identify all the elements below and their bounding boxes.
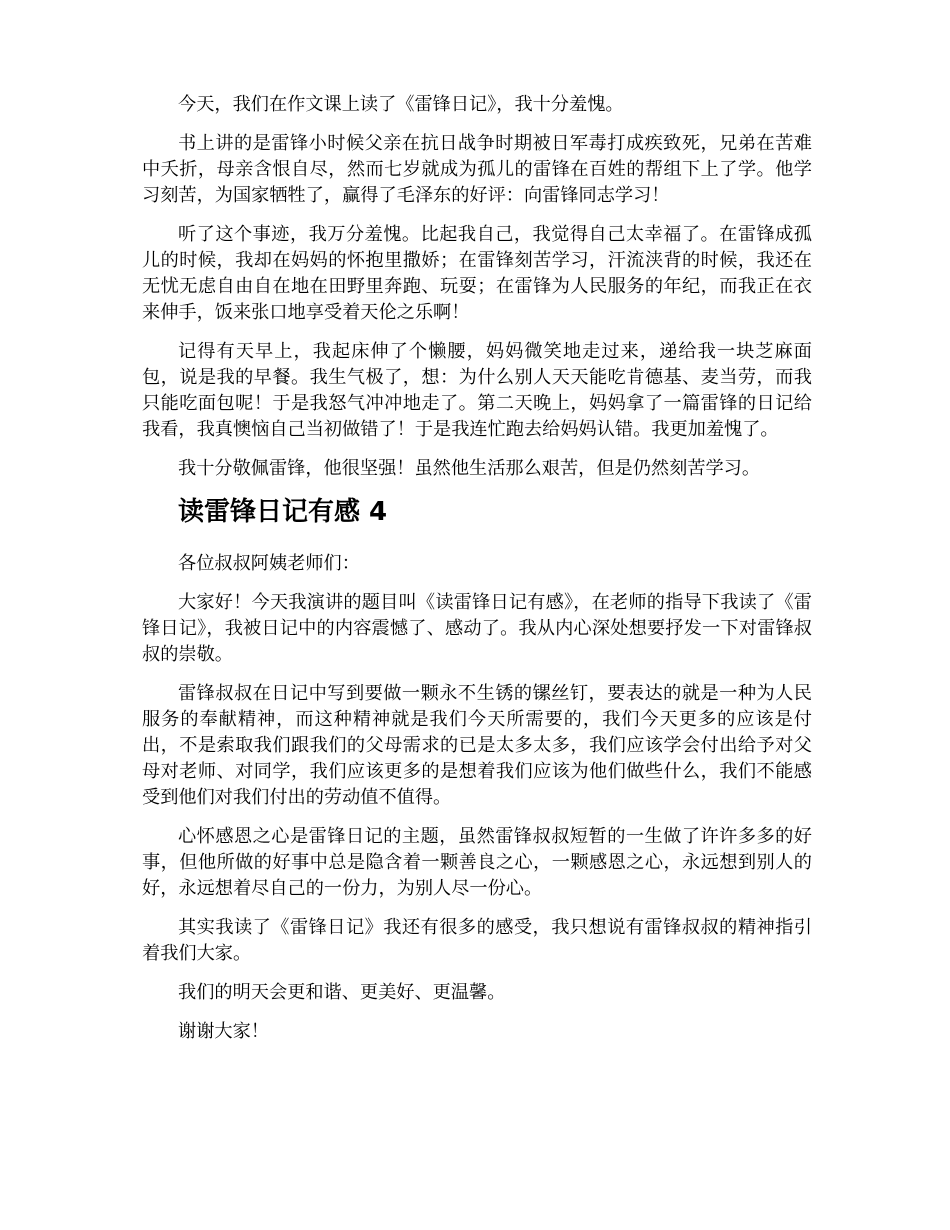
paragraph: 雷锋叔叔在日记中写到要做一颗永不生锈的镙丝钉，要表达的就是一种为人民服务的奉献精神，而这种精神就是我们今天所需要的，我们今天更多的应该是付出，不是索取我们跟我们的父母需求的已是太多太多，我们应该学会付出给予对父母对老师、对同学，我们应该更多的是想着我们应该为他们做些什么，我们不能感受到他们对我们付出的劳动值不值得。 (142, 683, 812, 808)
document-page (142, 92, 812, 1058)
salutation: 各位叔叔阿姨老师们： (178, 553, 360, 574)
paragraph: 记得有天早上，我起床伸了个懒腰，妈妈微笑地走过来，递给我一块芝麻面包，说是我的早餐。我生气极了，想：为什么别人天天能吃肯德基、麦当劳，而我只能吃面包呢！于是我怒气冲冲地走了。第二天晚上，妈妈拿了一篇雷锋的日记给我看，我真懊恼自己当初做错了！于是我连忙跑去给妈妈认错。我更加羞愧了。 (142, 341, 812, 440)
paragraph: 书上讲的是雷锋小时候父亲在抗日战争时期被日军毒打成疾致死，兄弟在苦难中夭折，母亲含恨自尽，然而七岁就成为孤儿的雷锋在百姓的帮组下上了学。他学习刻苦，为国家牺牲了，赢得了毛泽东的好评：向雷锋同志学习！ (142, 133, 812, 206)
paragraph: 我十分敬佩雷锋，他很坚强！虽然他生活那么艰苦，但是仍然刻苦学习。 (178, 458, 761, 479)
paragraph: 心怀感恩之心是雷锋日记的主题，虽然雷锋叔叔短暂的一生做了许许多多的好事，但他所做的好事中总是隐含着一颗善良之心，一颗感恩之心，永远想到别人的好，永远想着尽自己的一份力，为别人尽一份心。 (142, 826, 812, 899)
paragraph: 今天，我们在作文课上读了《雷锋日记》，我十分羞愧。 (178, 94, 624, 115)
paragraph: 大家好！今天我演讲的题目叫《读雷锋日记有感》，在老师的指导下我读了《雷锋日记》，我被日记中的内容震憾了、感动了。我从内心深处想要抒发一下对雷锋叔叔的崇敬。 (142, 592, 812, 665)
paragraph: 我们的明天会更和谐、更美好、更温馨。 (178, 982, 506, 1003)
closing: 谢谢大家！ (178, 1021, 269, 1042)
paragraph: 听了这个事迹，我万分羞愧。比起我自己，我觉得自己太幸福了。在雷锋成孤儿的时候，我却在妈妈的怀抱里撒娇；在雷锋刻苦学习，汗流浃背的时候，我还在无忧无虑自由自在地在田野里奔跑、玩耍；在雷锋为人民服务的年纪，而我正在衣来伸手，饭来张口地享受着天伦之乐啊！ (142, 224, 812, 323)
section-heading: 读雷锋日记有感 4 (178, 497, 388, 527)
paragraph: 其实我读了《雷锋日记》我还有很多的感受，我只想说有雷锋叔叔的精神指引着我们大家。 (142, 917, 812, 964)
